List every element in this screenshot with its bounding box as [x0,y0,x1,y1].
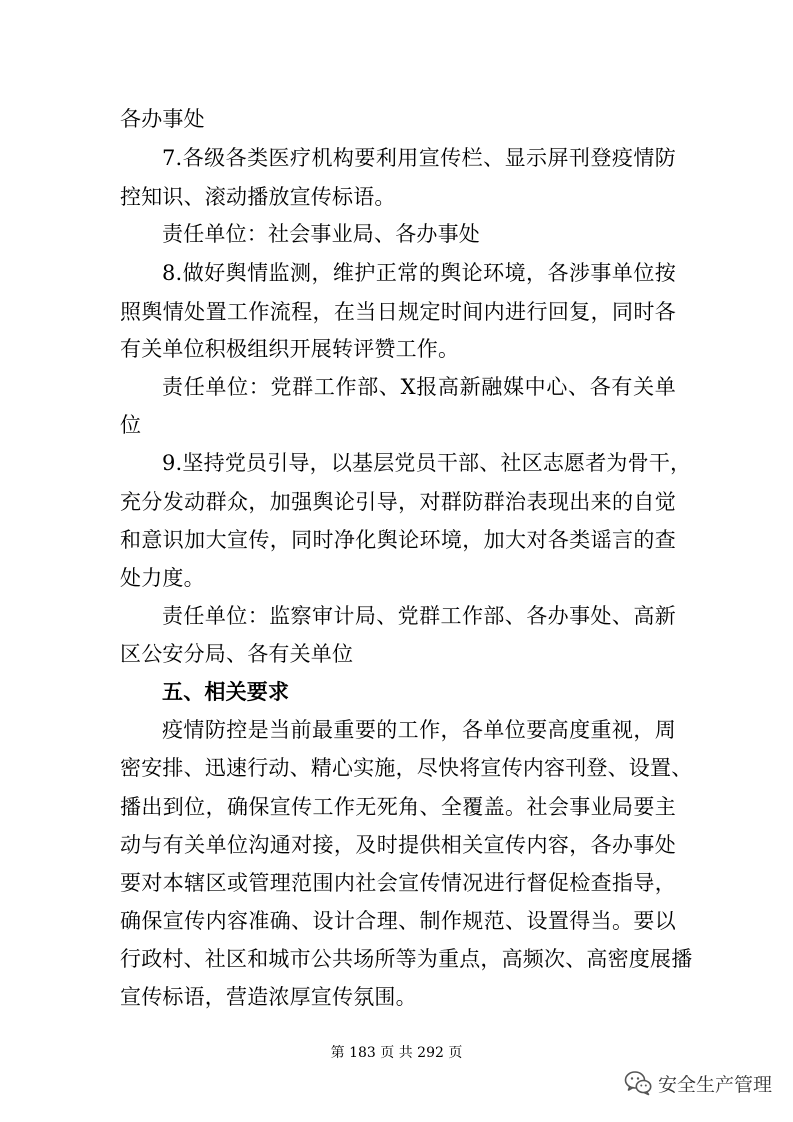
body-line: 动与有关单位沟通对接，及时提供相关宣传内容，各办事处 [120,833,676,857]
section-heading: 五、相关要求 [162,680,290,704]
body-line: 区公安分局、各有关单位 [120,642,354,666]
body-line: 9.坚持党员引导，以基层党员干部、社区志愿者为骨干， [162,451,692,475]
body-line: 要对本辖区或管理范围内社会宣传情况进行督促检查指导， [120,871,676,895]
body-line: 各办事处 [120,107,205,131]
body-line: 宣传标语，营造浓厚宣传氛围。 [120,985,417,1009]
body-line: 责任单位：监察审计局、党群工作部、各办事处、高新 [162,604,676,628]
wechat-icon [624,1070,652,1096]
body-line: 确保宣传内容准确、设计合理、制作规范、设置得当。要以 [120,909,676,933]
body-line: 行政村、社区和城市公共场所等为重点，高频次、高密度展播 [120,947,693,971]
body-line: 充分发动群众，加强舆论引导，对群防群治表现出来的自觉 [120,490,676,514]
page-number: 第 183 页 共 292 页 [330,1045,463,1061]
body-line: 控知识、滚动播放宣传标语。 [120,185,396,209]
body-line: 照舆情处置工作流程，在当日规定时间内进行回复，同时各 [120,300,676,324]
body-line: 8.做好舆情监测，维护正常的舆论环境，各涉事单位按 [162,261,676,285]
body-line: 有关单位积极组织开展转评赞工作。 [120,337,460,361]
brand-name: 安全生产管理 [658,1073,773,1096]
body-line: 处力度。 [120,566,205,590]
body-line: 播出到位，确保宣传工作无死角、全覆盖。社会事业局要主 [120,795,676,819]
body-line: 疫情防控是当前最重要的工作，各单位要高度重视，周 [162,718,676,742]
body-line: 责任单位：社会事业局、各办事处 [162,222,480,246]
body-line: 密安排、迅速行动、精心实施，尽快将宣传内容刊登、设置、 [120,756,693,780]
body-line: 7.各级各类医疗机构要利用宣传栏、显示屏刊登疫情防 [162,146,676,170]
body-line: 和意识加大宣传，同时净化舆论环境，加大对各类谣言的查 [120,528,676,552]
brand-watermark [624,1068,784,1098]
body-line: 位 [120,413,142,437]
body-line: 责任单位：党群工作部、X报高新融媒中心、各有关单 [162,375,676,399]
